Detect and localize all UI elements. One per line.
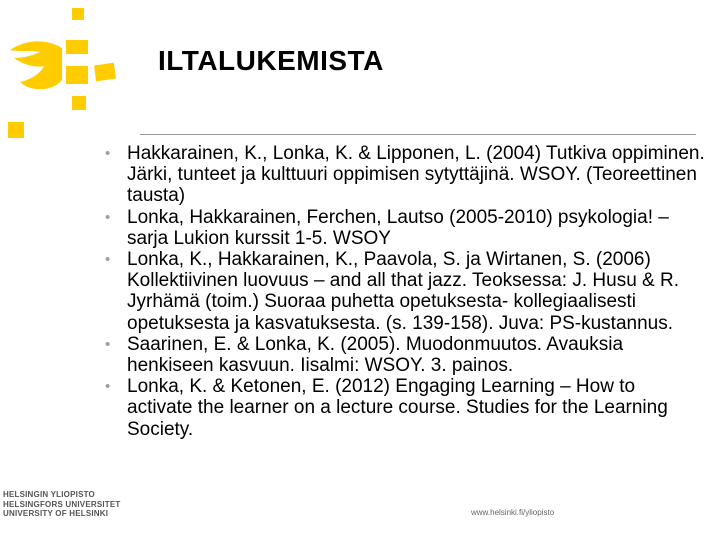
list-item xyxy=(105,334,705,376)
reference-text: Lonka, K., Hakkarainen, K., Paavola, S. ja Wirtanen, S. (2006) Kollektiivinen luovuus – and all that jazz. Teoksessa: J. Husu & R. Jyrhämä (toim.) Suoraa puhetta opetuksesta- kollegiaalisesti opetuksesta ja kasvatuksesta. (s. 139-158). Juva: PS-kustannus. xyxy=(127,249,679,334)
university-name-en: UNIVERSITY OF HELSINKI xyxy=(3,509,109,518)
list-item xyxy=(105,249,705,334)
list-item xyxy=(105,143,705,207)
bullet-icon: • xyxy=(105,251,111,269)
reference-text: Lonka, K. & Ketonen, E. (2012) Engaging Learning – How to activate the learner on a lecture course. Studies for the Learning Society. xyxy=(127,376,668,440)
reference-list xyxy=(105,143,705,440)
university-name xyxy=(3,490,121,519)
university-logo-icon xyxy=(0,0,130,160)
university-name-sv: HELSINGFORS UNIVERSITET xyxy=(3,499,121,509)
bullet-icon: • xyxy=(105,145,111,162)
list-item xyxy=(105,376,705,440)
bullet-icon: • xyxy=(105,335,111,353)
bullet-icon: • xyxy=(105,378,111,396)
reference-text: Lonka, Hakkarainen, Ferchen, Lautso (2005-2010) psykologia! –sarja Lukion kurssit 1-5. WSOY xyxy=(127,206,669,249)
reference-text: Hakkarainen, K., Lonka, K. & Lipponen, L. (2004) Tutkiva oppiminen. Järki, tunteet ja kulttuuri oppimisen sytyttäjinä. WSOY. (Teoreettinen tausta) xyxy=(127,143,705,207)
university-name-fi: HELSINGIN YLIOPISTO xyxy=(3,490,95,499)
reference-text: Saarinen, E. & Lonka, K. (2005). Muodonmuutos. Avauksia henkiseen kasvuun. Iisalmi: WSOY. 3. painos. xyxy=(127,333,624,377)
title-divider xyxy=(140,134,696,135)
slide-title: ILTALUKEMISTA xyxy=(158,45,384,76)
footer-url: www.helsinki.fi/yliopisto xyxy=(471,508,555,517)
list-item xyxy=(105,207,705,249)
bullet-icon: • xyxy=(105,208,111,226)
